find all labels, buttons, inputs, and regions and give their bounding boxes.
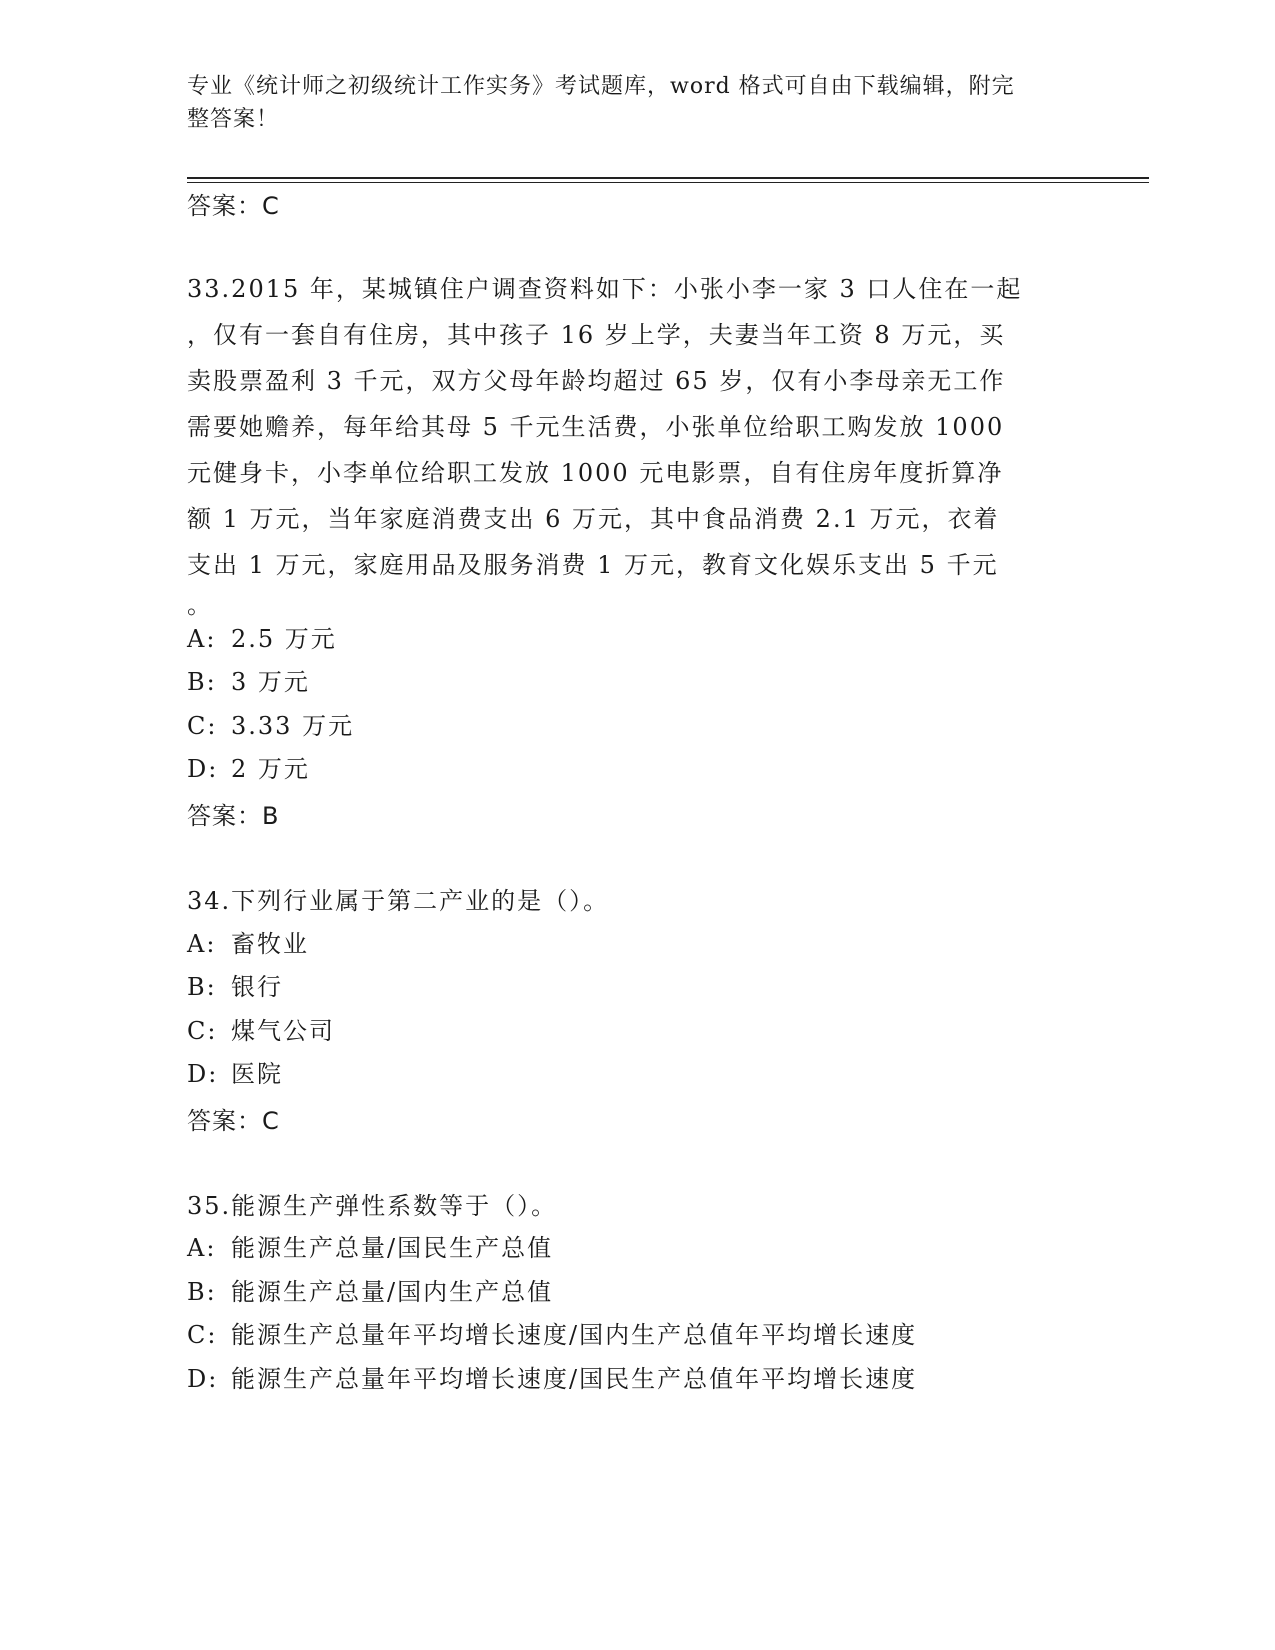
question-33-line: 。 (187, 591, 213, 619)
question-33-answer: 答案：B (187, 802, 280, 830)
option-text: 畜牧业 (231, 930, 309, 958)
question-34-option-c (187, 1014, 335, 1048)
option-key: B: (187, 1278, 217, 1306)
option-text: 能源生产总量/国内生产总值 (231, 1278, 554, 1306)
question-33-line: 支出 1 万元，家庭用品及服务消费 1 万元，教育文化娱乐支出 5 千元 (187, 551, 999, 579)
option-key: C: (187, 712, 218, 740)
question-33-line: 额 1 万元，当年家庭消费支出 6 万元，其中食品消费 2.1 万元，衣着 (187, 505, 1000, 533)
option-text: 银行 (231, 973, 283, 1001)
question-33-line: 需要她赡养，每年给其母 5 千元生活费，小张单位给职工购发放 1000 (187, 413, 1005, 441)
question-34-option-a (187, 927, 309, 961)
question-33-line: 33.2015 年，某城镇住户调查资料如下：小张小李一家 3 口人住在一起 (187, 275, 1023, 303)
question-35-option-a (187, 1231, 553, 1265)
option-key: C: (187, 1321, 218, 1349)
option-text: 能源生产总量/国民生产总值 (231, 1234, 554, 1262)
option-key: B: (187, 668, 217, 696)
option-key: A: (187, 625, 217, 653)
question-35-option-b (187, 1275, 553, 1309)
option-text: 能源生产总量年平均增长速度/国民生产总值年平均增长速度 (231, 1365, 918, 1393)
question-33-line: 元健身卡，小李单位给职工发放 1000 元电影票，自有住房年度折算净 (187, 459, 1004, 487)
option-key: B: (187, 973, 217, 1001)
option-text: 3 万元 (231, 668, 310, 696)
header-line-1: 专业《统计师之初级统计工作实务》考试题库，word 格式可自由下载编辑，附完 (187, 74, 1015, 99)
question-35-option-c (187, 1318, 917, 1352)
header-rule-thick (187, 177, 1149, 179)
question-33-option-a (187, 622, 337, 656)
question-34-answer: 答案：C (187, 1107, 280, 1135)
header-rule-thin (187, 182, 1149, 183)
question-34-text: 34.下列行业属于第二产业的是（）。 (187, 887, 610, 915)
option-text: 2 万元 (231, 755, 310, 783)
question-33-line: ，仅有一套自有住房，其中孩子 16 岁上学，夫妻当年工资 8 万元，买 (187, 321, 1006, 349)
option-key: D: (187, 1060, 219, 1088)
option-text: 煤气公司 (231, 1017, 335, 1045)
option-text: 3.33 万元 (231, 712, 355, 740)
option-key: A: (187, 930, 217, 958)
header-line-2: 整答案！ (187, 107, 280, 132)
question-35-option-d (187, 1362, 917, 1396)
document-header (187, 70, 1087, 136)
option-text: 能源生产总量年平均增长速度/国内生产总值年平均增长速度 (231, 1321, 918, 1349)
question-34-option-b (187, 970, 283, 1004)
answer-prev: 答案：C (187, 192, 280, 220)
option-key: D: (187, 755, 219, 783)
option-key: A: (187, 1234, 217, 1262)
option-key: D: (187, 1365, 219, 1393)
question-33-text (187, 266, 1087, 622)
question-34-option-d (187, 1057, 283, 1091)
question-33-option-c (187, 709, 354, 743)
option-key: C: (187, 1017, 218, 1045)
question-33-option-b (187, 665, 310, 699)
question-35-text: 35.能源生产弹性系数等于（）。 (187, 1192, 558, 1220)
option-text: 医院 (231, 1060, 283, 1088)
question-33-line: 卖股票盈利 3 千元，双方父母年龄均超过 65 岁，仅有小李母亲无工作 (187, 367, 1006, 395)
option-text: 2.5 万元 (231, 625, 337, 653)
question-33-option-d (187, 752, 310, 786)
